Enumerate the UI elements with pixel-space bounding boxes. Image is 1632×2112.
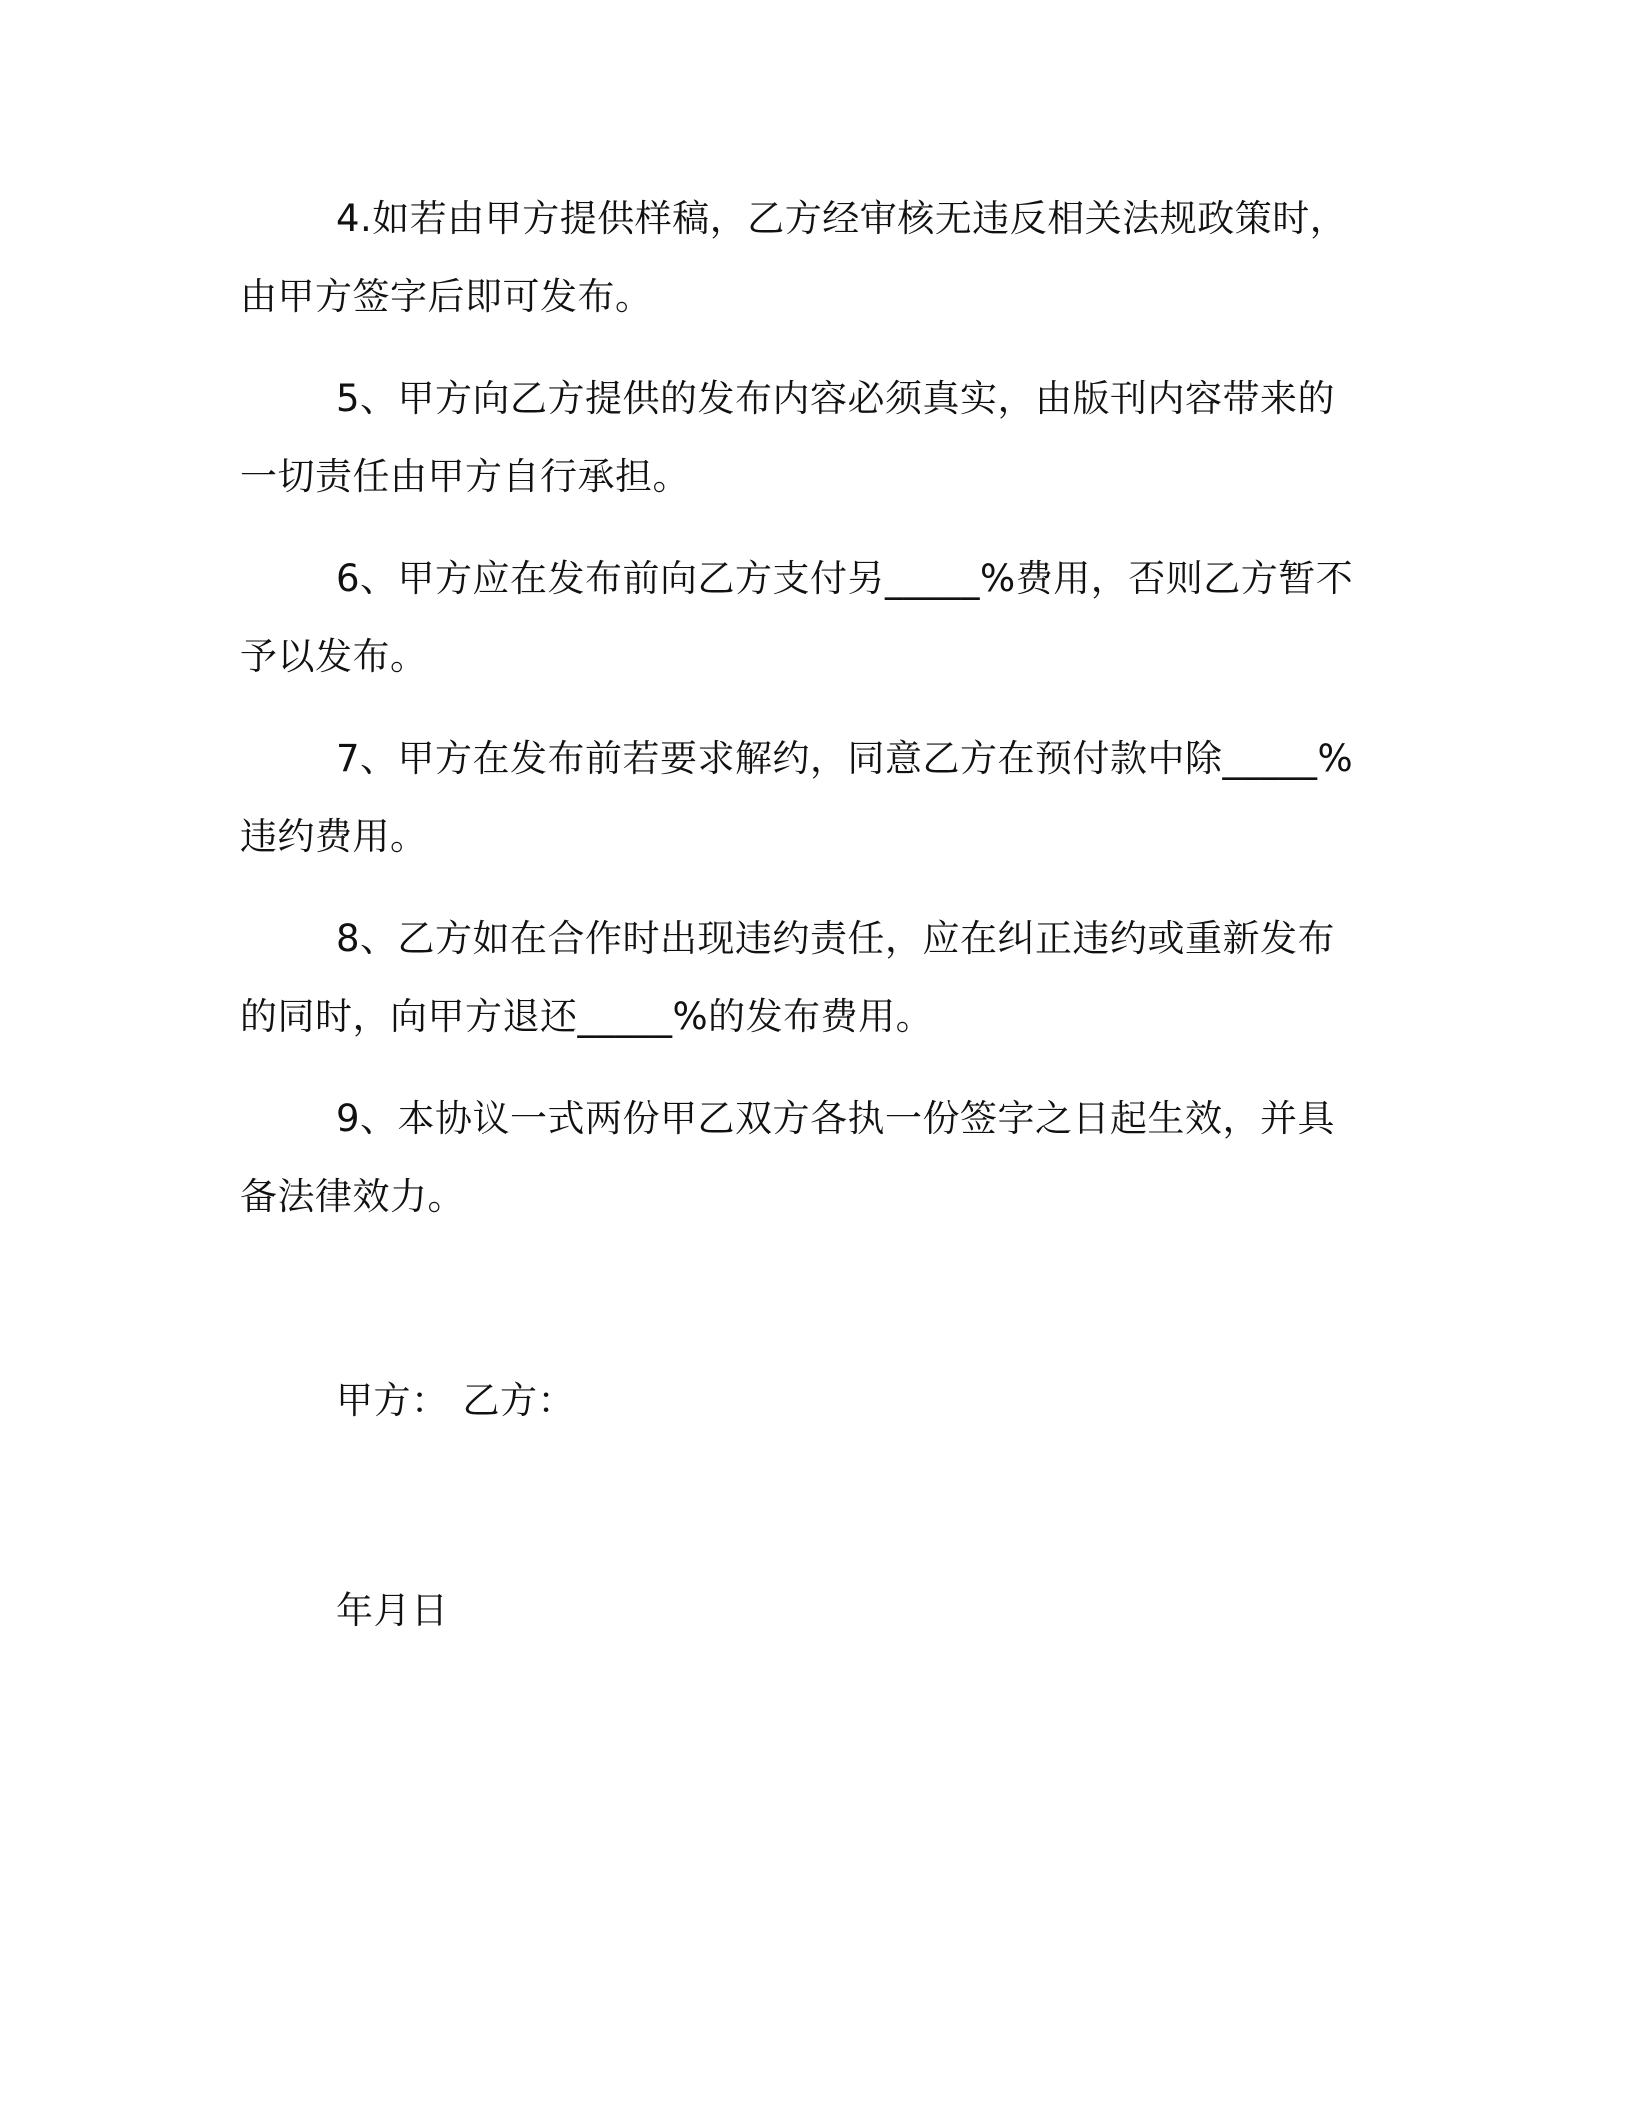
signature-parties (336, 1362, 575, 1440)
clause-5: 5、甲方向乙方提供的发布内容必须真实，由版刊内容带来的一切责任由甲方自行承担。 (240, 377, 1336, 498)
signature-date: 年月日 (336, 1589, 449, 1632)
clause-4: 4.如若由甲方提供样稿，乙方经审核无违反相关法规政策时，由甲方签字后即可发布。 (240, 197, 1348, 318)
party-a-label: 甲方： (336, 1379, 449, 1422)
clause-8: 8、乙方如在合作时出现违约责任，应在纠正违约或重新发布的同时，向甲方退还_____%的发布费用。 (240, 917, 1336, 1038)
clause-6: 6、甲方应在发布前向乙方支付另_____%费用，否则乙方暂不予以发布。 (240, 557, 1354, 678)
clause-7: 7、甲方在发布前若要求解约，同意乙方在预付款中除_____%违约费用。 (240, 737, 1354, 858)
clause-9: 9、本协议一式两份甲乙双方各执一份签字之日起生效，并具备法律效力。 (240, 1097, 1336, 1218)
party-b-label: 乙方： (462, 1379, 575, 1422)
